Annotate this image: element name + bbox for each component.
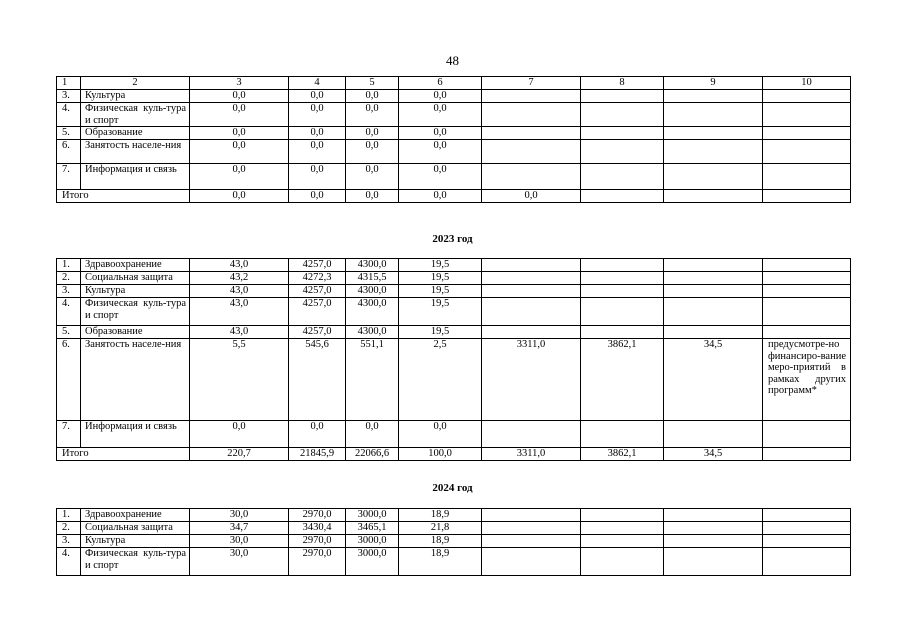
cell-c10 [763,298,851,326]
column-number: 1 [57,77,81,90]
cell-c10 [763,509,851,522]
table-row [57,522,851,535]
cell-c4: 4272,3 [289,272,346,285]
cell-c10 [763,140,851,164]
cell-c3: 43,0 [190,259,289,272]
cell-c9 [664,326,763,339]
table-row [57,421,851,448]
cell-c6: 0,0 [399,140,482,164]
cell-c6: 19,5 [399,298,482,326]
table-row [57,103,851,127]
cell-c3: 30,0 [190,509,289,522]
column-number: 2 [81,77,190,90]
table-row [57,285,851,298]
cell-c7 [482,535,581,548]
total-c6: 0,0 [399,190,482,203]
table-row [57,140,851,164]
cell-c7: 3311,0 [482,339,581,421]
row-name: Культура [81,90,190,103]
row-name: Здравоохранение [81,259,190,272]
cell-c5: 3000,0 [346,548,399,576]
cell-c6: 0,0 [399,127,482,140]
cell-c10 [763,164,851,190]
row-name: Образование [81,127,190,140]
cell-c10 [763,548,851,576]
cell-c8 [581,285,664,298]
row-number: 2. [57,522,81,535]
row-name: Физическая куль-тура и спорт [81,298,190,326]
cell-c3: 30,0 [190,535,289,548]
total-c4: 0,0 [289,190,346,203]
budget-table-2023 [56,258,851,461]
cell-c8: 3862,1 [581,339,664,421]
cell-c8 [581,509,664,522]
cell-c9 [664,509,763,522]
cell-c9 [664,298,763,326]
table-row [57,548,851,576]
cell-c10 [763,127,851,140]
cell-c7 [482,285,581,298]
cell-c8 [581,421,664,448]
cell-c3: 0,0 [190,127,289,140]
column-number: 8 [581,77,664,90]
cell-c7 [482,164,581,190]
cell-c7 [482,326,581,339]
total-c4: 21845,9 [289,448,346,461]
cell-c4: 0,0 [289,421,346,448]
cell-c8 [581,535,664,548]
cell-c7 [482,548,581,576]
cell-c10 [763,326,851,339]
column-number: 6 [399,77,482,90]
row-name: Занятость населе-ния [81,339,190,421]
cell-c6: 19,5 [399,326,482,339]
total-c6: 100,0 [399,448,482,461]
cell-c7 [482,298,581,326]
row-name: Образование [81,326,190,339]
cell-c7 [482,522,581,535]
cell-c5: 0,0 [346,103,399,127]
cell-c7 [482,140,581,164]
row-number: 1. [57,509,81,522]
column-number: 5 [346,77,399,90]
cell-c5: 0,0 [346,421,399,448]
cell-c5: 551,1 [346,339,399,421]
cell-c3: 5,5 [190,339,289,421]
cell-c3: 30,0 [190,548,289,576]
cell-c4: 0,0 [289,164,346,190]
table-row [57,509,851,522]
cell-c4: 0,0 [289,140,346,164]
cell-c4: 2970,0 [289,548,346,576]
column-number: 9 [664,77,763,90]
year-heading-2023: 2023 год [432,233,473,245]
cell-c3: 0,0 [190,164,289,190]
cell-c9 [664,259,763,272]
column-number: 3 [190,77,289,90]
row-name: Социальная защита [81,272,190,285]
total-c7: 3311,0 [482,448,581,461]
row-number: 6. [57,140,81,164]
cell-c6: 18,9 [399,535,482,548]
cell-c7 [482,509,581,522]
row-name: Занятость населе-ния [81,140,190,164]
table-row [57,259,851,272]
total-c5: 22066,6 [346,448,399,461]
total-c10 [763,190,851,203]
cell-c6: 19,5 [399,285,482,298]
cell-c3: 34,7 [190,522,289,535]
total-c3: 0,0 [190,190,289,203]
cell-c10 [763,90,851,103]
cell-c5: 4300,0 [346,285,399,298]
total-row [57,190,851,203]
row-number: 2. [57,272,81,285]
cell-c7 [482,103,581,127]
cell-c3: 0,0 [190,421,289,448]
cell-c5: 0,0 [346,140,399,164]
cell-c8 [581,326,664,339]
cell-c10: предусмотре-но финансиро-вание меро-приятий в рамках других программ* [763,339,851,421]
cell-c7 [482,127,581,140]
table-row [57,127,851,140]
cell-c6: 0,0 [399,103,482,127]
year-heading-2024: 2024 год [432,482,473,494]
cell-c8 [581,127,664,140]
cell-c7 [482,421,581,448]
cell-c7 [482,259,581,272]
cell-c7 [482,90,581,103]
cell-c6: 0,0 [399,90,482,103]
cell-c9 [664,272,763,285]
total-c3: 220,7 [190,448,289,461]
cell-c10 [763,522,851,535]
cell-c6: 19,5 [399,259,482,272]
cell-c6: 2,5 [399,339,482,421]
cell-c9 [664,535,763,548]
page-number: 48 [446,53,459,68]
cell-c6: 0,0 [399,421,482,448]
cell-c5: 4300,0 [346,326,399,339]
cell-c3: 0,0 [190,90,289,103]
cell-c4: 545,6 [289,339,346,421]
cell-c8 [581,298,664,326]
table-row [57,272,851,285]
row-name: Культура [81,285,190,298]
cell-c4: 3430,4 [289,522,346,535]
cell-c4: 4257,0 [289,298,346,326]
row-number: 3. [57,535,81,548]
cell-c4: 2970,0 [289,535,346,548]
column-number: 4 [289,77,346,90]
cell-c10 [763,272,851,285]
cell-c5: 0,0 [346,127,399,140]
cell-c4: 4257,0 [289,326,346,339]
row-number: 4. [57,298,81,326]
cell-c9 [664,285,763,298]
cell-c4: 0,0 [289,127,346,140]
cell-c9 [664,140,763,164]
total-c8: 3862,1 [581,448,664,461]
row-number: 3. [57,285,81,298]
cell-c8 [581,272,664,285]
cell-c6: 18,9 [399,548,482,576]
row-number: 5. [57,127,81,140]
cell-c5: 0,0 [346,90,399,103]
table-row [57,326,851,339]
table-row [57,535,851,548]
cell-c9: 34,5 [664,339,763,421]
cell-c5: 4300,0 [346,298,399,326]
row-number: 3. [57,90,81,103]
cell-c4: 0,0 [289,103,346,127]
cell-c9 [664,103,763,127]
column-number: 7 [482,77,581,90]
cell-c5: 3465,1 [346,522,399,535]
total-label: Итого [57,448,190,461]
cell-c10 [763,103,851,127]
table-row [57,90,851,103]
table-row [57,164,851,190]
row-number: 7. [57,164,81,190]
cell-c10 [763,421,851,448]
cell-c5: 3000,0 [346,509,399,522]
cell-c4: 4257,0 [289,285,346,298]
cell-c4: 2970,0 [289,509,346,522]
cell-c10 [763,259,851,272]
cell-c8 [581,140,664,164]
row-name: Культура [81,535,190,548]
cell-c9 [664,522,763,535]
column-number: 10 [763,77,851,90]
total-c10 [763,448,851,461]
row-number: 5. [57,326,81,339]
cell-c10 [763,285,851,298]
total-c9 [664,190,763,203]
cell-c9 [664,164,763,190]
cell-c9 [664,421,763,448]
row-number: 4. [57,548,81,576]
cell-c4: 0,0 [289,90,346,103]
table-row [57,339,851,421]
cell-c9 [664,548,763,576]
cell-c9 [664,90,763,103]
cell-c3: 43,2 [190,272,289,285]
cell-c5: 0,0 [346,164,399,190]
cell-c6: 21,8 [399,522,482,535]
total-c7: 0,0 [482,190,581,203]
cell-c5: 4315,5 [346,272,399,285]
row-name: Социальная защита [81,522,190,535]
row-name: Информация и связь [81,164,190,190]
cell-c6: 0,0 [399,164,482,190]
cell-c9 [664,127,763,140]
row-number: 6. [57,339,81,421]
cell-c8 [581,164,664,190]
cell-c4: 4257,0 [289,259,346,272]
cell-c3: 43,0 [190,298,289,326]
cell-c10 [763,535,851,548]
total-c5: 0,0 [346,190,399,203]
budget-table-continuation [56,76,851,203]
total-c8 [581,190,664,203]
total-row [57,448,851,461]
cell-c8 [581,103,664,127]
row-name: Физическая куль-тура и спорт [81,103,190,127]
cell-c6: 19,5 [399,272,482,285]
cell-c8 [581,548,664,576]
cell-c5: 4300,0 [346,259,399,272]
column-number-header [57,77,851,90]
row-number: 1. [57,259,81,272]
row-number: 4. [57,103,81,127]
row-name: Здравоохранение [81,509,190,522]
cell-c8 [581,259,664,272]
row-number: 7. [57,421,81,448]
cell-c7 [482,272,581,285]
row-name: Информация и связь [81,421,190,448]
cell-c6: 18,9 [399,509,482,522]
cell-c8 [581,90,664,103]
cell-c3: 0,0 [190,103,289,127]
cell-c5: 3000,0 [346,535,399,548]
cell-c3: 0,0 [190,140,289,164]
total-c9: 34,5 [664,448,763,461]
table-row [57,298,851,326]
total-label: Итого [57,190,190,203]
budget-table-2024 [56,508,851,576]
cell-c3: 43,0 [190,326,289,339]
cell-c8 [581,522,664,535]
row-name: Физическая куль-тура и спорт [81,548,190,576]
cell-c3: 43,0 [190,285,289,298]
